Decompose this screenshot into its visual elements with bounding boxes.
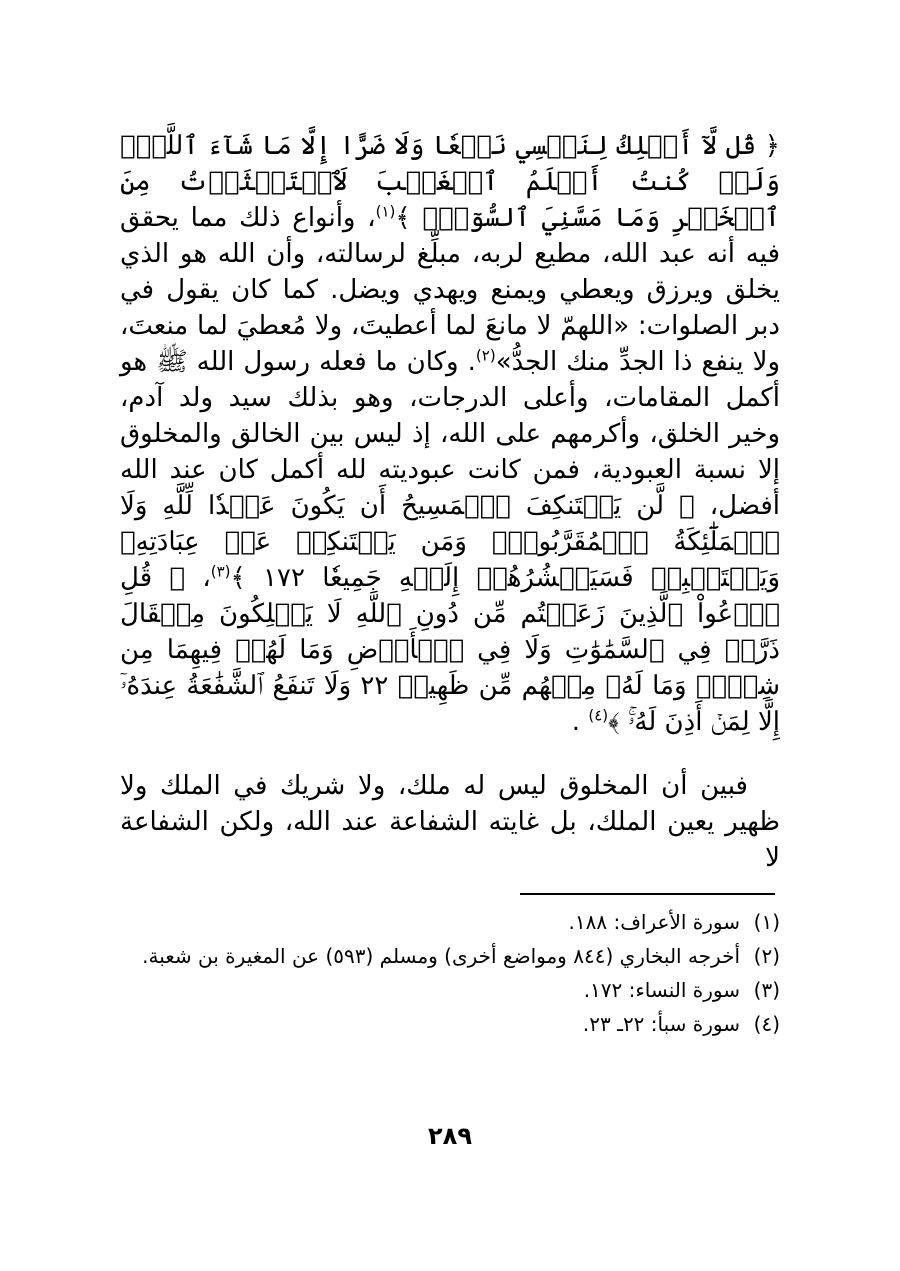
footnote-number: (٢) <box>753 944 780 968</box>
footnote-text: سورة الأعراف: ١٨٨. <box>568 910 740 934</box>
footnote-ref-3: (٣) <box>210 562 231 581</box>
footnote-number: (٣) <box>753 978 780 1002</box>
quran-verse: ﴿ قُل لَّآ أَمۡلِكُ لِنَفۡسِي نَفۡعٗا وَلَا ضَرًّا إِلَّا مَا شَآءَ ٱللَّهُۚ وَلَوۡ كُنتُ أَعۡلَمُ ٱلۡغَيۡبَ لَٱسۡتَكۡثَرۡتُ مِنَ ٱلۡخَيۡرِ وَمَا مَسَّنِيَ ٱلسُّوٓءُۚ ﴾ <box>120 131 780 233</box>
quran-verse: ﴿ لَّن يَسۡتَنكِفَ ٱلۡمَسِيحُ أَن يَكُونَ عَبۡدٗا لِّلَّهِ وَلَا ٱلۡمَلَٰٓئِكَةُ ٱلۡمُقَرَّبُونَۚ وَمَن يَسۡتَنكِفۡ عَنۡ عِبَادَتِهِۦ وَيَسۡتَكۡبِرۡ فَسَيَحۡشُرُهُمۡ إِلَيۡهِ جَمِيعٗا ١٧٢ ﴾ <box>120 491 781 593</box>
quran-verse: ﴿ قُلِ ٱدۡعُواْ ٱلَّذِينَ زَعَمۡتُم مِّن دُونِ ٱللَّهِ لَا يَمۡلِكُونَ مِثۡقَالَ ذَرَّةٖ فِي ٱلسَّمَٰوَٰتِ وَلَا فِي ٱلۡأَرۡضِ وَمَا لَهُمۡ فِيهِمَا مِن شِرۡكٖ وَمَا لَهُۥ مِنۡهُم مِّن ظَهِيرٖ ٢٢ وَلَا تَنفَعُ ٱلشَّفَٰعَةُ عِندَهُۥٓ إِلَّا لِمَنۡ أَذِنَ لَهُۥۚ ﴾ <box>120 563 780 737</box>
footnote-text: سورة سبأ: ٢٢ـ ٢٣. <box>582 1012 740 1036</box>
page-number: ٢٨٩ <box>428 1122 472 1150</box>
footnote-number: (١) <box>753 910 780 934</box>
footnote-ref-1: (١) <box>375 202 396 221</box>
footnote-number: (٤) <box>753 1012 780 1036</box>
footnote-ref-4: (٤) <box>588 706 609 725</box>
footnote-item <box>120 973 780 1007</box>
footnote-item <box>120 905 780 939</box>
body-text-segment: ، <box>202 563 211 593</box>
footnote-ref-2: (٢) <box>475 346 496 365</box>
body-text-segment: . وكان ما فعله رسول الله ﷺ هو أكمل المقامات، وأعلى الدرجات، وهو بذلك سيد ولد آدم، وخير الخلق، وأكرمهم على الله، إذ ليس بين الخالق والمخلوق إلا نسبة العبودية، فمن كانت عبوديته لله أكمل كان عند الله أفضل، <box>120 347 781 521</box>
footnote-text: أخرجه البخاري (٨٤٤ ومواضع أخرى) ومسلم (٥٩٣) عن المغيرة بن شعبة. <box>142 944 740 968</box>
body-text-segment: ، وأنواع ذلك مما يحقق فيه أنه عبد الله، مطيع لربه، مبلِّغ لرسالته، وأن الله هو الذي يخلق ويرزق ويعطي ويمنع ويهدي ويضل. كما كان يقول في دبر الصلوات: «اللهمّ لا مانعَ لما أعطيتَ، ولا مُعطيَ لما منعتَ، ولا ينفع ذا الجدِّ منك الجدُّ» <box>120 203 781 377</box>
main-text <box>120 128 780 876</box>
footnote-divider <box>520 893 775 895</box>
paragraph-1 <box>120 128 780 740</box>
footnote-item <box>120 939 780 973</box>
paragraph-2: فبين أن المخلوق ليس له ملك، ولا شريك في الملك ولا ظهير يعين الملك، بل غايته الشفاعة عند الله، ولكن الشفاعة لا <box>120 771 780 873</box>
footnotes <box>120 905 780 1041</box>
body-text-segment: . <box>571 707 581 737</box>
footnote-item <box>120 1007 780 1041</box>
footnote-text: سورة النساء: ١٧٢. <box>583 978 740 1002</box>
